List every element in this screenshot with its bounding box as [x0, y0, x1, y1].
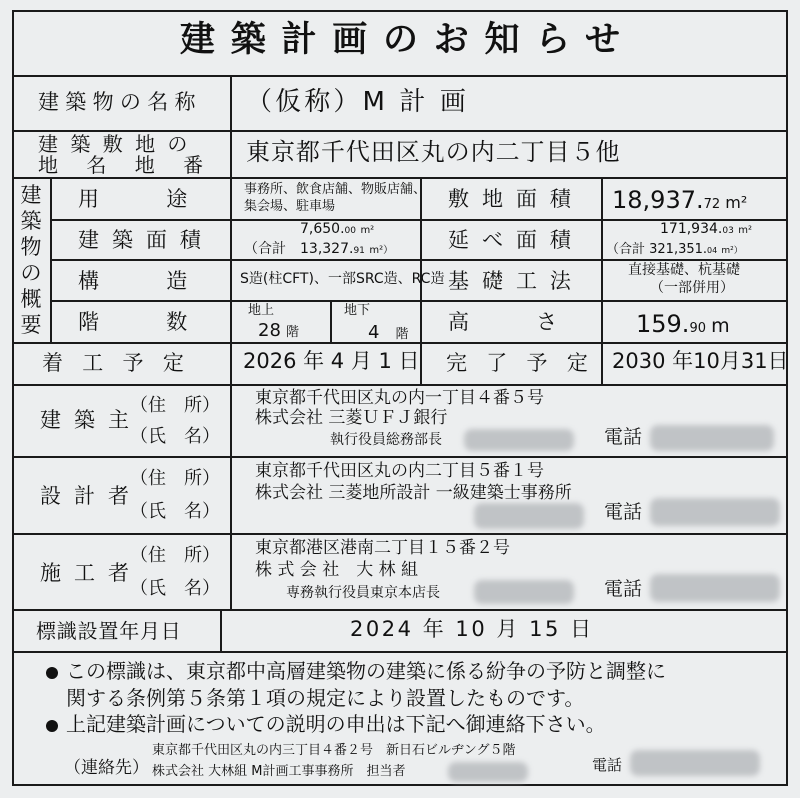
sign-date-value: 2024 年 10 月 15 日: [350, 617, 594, 641]
redacted-contact-person: [448, 762, 528, 782]
building-area-total: （合計 13,327.91 m²）: [244, 241, 394, 257]
note-line-2: 関する条例第５条第１項の規定により設置したものです。: [66, 686, 585, 710]
foundation-value-line1: 直接基礎、杭基礎: [628, 262, 740, 278]
site-label-line2: 地 名 地 番: [38, 153, 215, 177]
completion-value: 2030 年10月31日: [612, 349, 789, 373]
start-value: 2026 年 4 月 1 日: [243, 349, 420, 373]
overview-label: 建 築 物 の 概 要: [20, 183, 42, 337]
redacted-designer-phone: [650, 498, 780, 526]
notice-title: 建築計画のお知らせ: [180, 20, 636, 60]
height-label: 高 さ: [448, 310, 566, 334]
contractor-label: 施 工 者: [40, 561, 133, 585]
contact-line-2: 株式会社 大林組 M計画工事事務所 担当者: [152, 764, 406, 779]
use-value-line1: 事務所、飲食店舗、物販店舗、: [244, 182, 427, 197]
contractor-rep: 専務執行役員東京本店長: [286, 585, 440, 601]
building-name-label: 建築物の名称: [38, 90, 202, 114]
contractor-address: 東京都港区港南二丁目１５番２号: [255, 538, 510, 558]
contractor-phone-label: 電話: [604, 578, 643, 600]
owner-name-label: （氏 名）: [130, 426, 220, 447]
completion-label: 完 了 予 定: [446, 351, 595, 375]
floors-above-value: 28 階: [258, 320, 300, 341]
owner-name: 株式会社 三菱ＵＦＪ銀行: [255, 408, 448, 428]
floors-below-label: 地下: [344, 303, 371, 318]
building-name-value: （仮称）M 計 画: [246, 87, 470, 117]
redacted-contact-phone: [630, 750, 760, 776]
redacted-contractor-rep: [474, 580, 574, 604]
designer-label: 設 計 者: [40, 484, 133, 508]
contractor-name-label: （氏 名）: [130, 578, 220, 599]
floors-below-value: 4 階: [368, 322, 409, 343]
note-line-3: 上記建築計画についての説明の申出は下記へ御連絡下さい。: [66, 712, 606, 736]
use-label: 用 途: [78, 187, 196, 211]
designer-addr-label: （住 所）: [130, 468, 220, 489]
redacted-contractor-phone: [650, 574, 780, 602]
redacted-designer-rep: [474, 503, 584, 529]
floor-area-value: 171,934.03 m²: [660, 221, 752, 237]
foundation-value-line2: （一部併用）: [650, 280, 734, 296]
structure-label: 構 造: [78, 269, 196, 293]
contact-line-1: 東京都千代田区丸の内三丁目４番２号 新日石ビルヂング５階: [152, 743, 516, 758]
contact-label: （連絡先）: [64, 758, 149, 778]
owner-address: 東京都千代田区丸の内一丁目４番５号: [255, 388, 544, 408]
floor-area-total: （合計 321,351.04 m²）: [606, 242, 743, 257]
contractor-name: 株 式 会 社 大 林 組: [255, 560, 419, 580]
site-label-line1: 建 築 敷 地 の: [38, 132, 191, 156]
floors-label: 階 数: [78, 310, 196, 334]
foundation-label: 基 礎 工 法: [448, 269, 575, 293]
floors-above-label: 地上: [248, 303, 275, 318]
contractor-addr-label: （住 所）: [130, 545, 220, 566]
note-line-1: この標識は、東京都中高層建築物の建築に係る紛争の予防と調整に: [66, 659, 666, 683]
designer-phone-label: 電話: [604, 501, 643, 523]
redacted-owner-phone: [650, 425, 774, 451]
use-value-line2: 集会場、駐車場: [244, 199, 336, 214]
building-area-value: 7,650.00 m²: [300, 221, 375, 237]
designer-name: 株式会社 三菱地所設計 一級建築士事務所: [255, 483, 572, 503]
designer-name-label: （氏 名）: [130, 501, 220, 522]
floor-area-label: 延 べ 面 積: [448, 228, 575, 252]
sign-date-label: 標識設置年月日: [36, 619, 182, 643]
owner-rep: 執行役員総務部長: [330, 432, 442, 448]
structure-value: S造(柱CFT)、一部SRC造、RC造: [240, 271, 445, 287]
height-value: 159.90 m: [636, 310, 730, 338]
bullet-icon: [46, 720, 58, 732]
bullet-icon: [46, 667, 58, 679]
owner-label: 建 築 主: [40, 408, 133, 432]
contact-phone-label: 電話: [592, 756, 623, 774]
site-address-value: 東京都千代田区丸の内二丁目５他: [246, 138, 621, 166]
site-area-value: 18,937.72 m²: [612, 186, 748, 214]
start-label: 着 工 予 定: [42, 351, 191, 375]
owner-addr-label: （住 所）: [130, 395, 220, 416]
designer-address: 東京都千代田区丸の内二丁目５番１号: [255, 461, 544, 481]
redacted-owner-rep: [464, 429, 574, 451]
building-area-label: 建 築 面 積: [78, 228, 205, 252]
owner-phone-label: 電話: [604, 426, 643, 448]
site-area-label: 敷 地 面 積: [448, 187, 575, 211]
